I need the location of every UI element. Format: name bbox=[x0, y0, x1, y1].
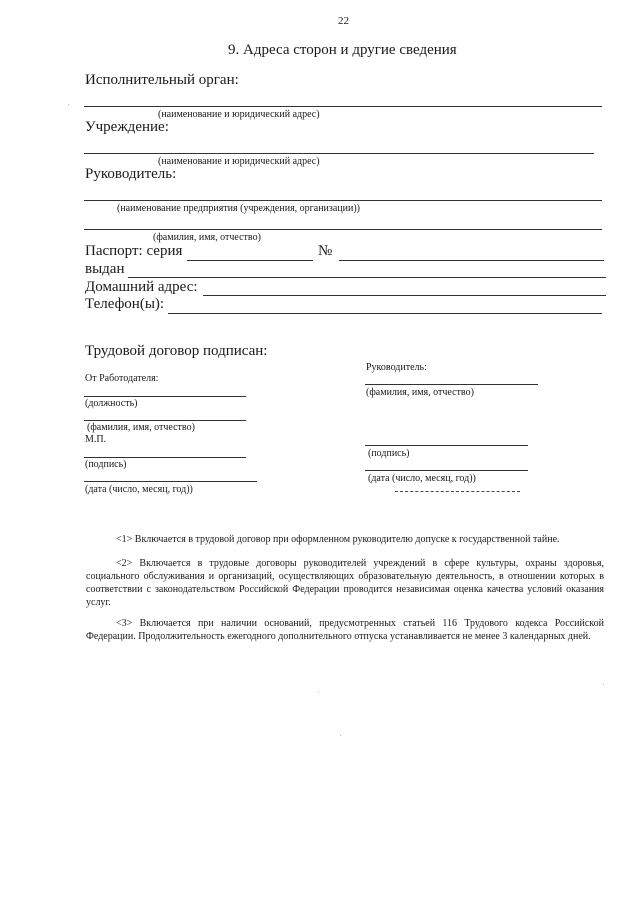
employer-date-line[interactable] bbox=[84, 481, 257, 482]
employer-name-line[interactable] bbox=[84, 420, 246, 421]
manager-name-caption: (фамилия, имя, отчество) bbox=[153, 232, 261, 243]
signed-heading: Трудовой договор подписан: bbox=[85, 343, 268, 359]
phone-label: Телефон(ы): bbox=[85, 296, 165, 312]
executive-body-label: Исполнительный орган: bbox=[85, 72, 239, 88]
passport-series-label: Паспорт: серия bbox=[85, 243, 183, 259]
footnote-2: <2> Включается в трудовые договоры руководителей учреждений в сфере культуры, охраны здоровья, социального обслуживания и организаций, осуществляющих образовательную деятельность, в отношении которых в соответствии с законодательством Российской Федерации проводится независимая оценка качества условий оказания услуг. bbox=[86, 558, 604, 608]
page-number: 22 bbox=[338, 15, 349, 27]
employee-signature-line[interactable] bbox=[365, 445, 528, 446]
passport-issued-line[interactable] bbox=[128, 277, 606, 278]
home-address-line[interactable] bbox=[203, 295, 606, 296]
passport-number-line[interactable] bbox=[339, 260, 604, 261]
employee-signature-caption: (подпись) bbox=[368, 448, 410, 459]
passport-number-sign: № bbox=[318, 243, 333, 259]
institution-label: Учреждение: bbox=[85, 119, 169, 135]
employee-date-caption: (дата (число, месяц, год)) bbox=[368, 473, 476, 484]
manager-label: Руководитель: bbox=[85, 166, 177, 182]
executive-body-caption: (наименование и юридический адрес) bbox=[158, 109, 320, 120]
section-title: 9. Адреса сторон и другие сведения bbox=[228, 42, 457, 58]
employer-position-caption: (должность) bbox=[85, 398, 138, 409]
employer-signature-line[interactable] bbox=[84, 457, 246, 458]
executive-body-line[interactable] bbox=[84, 106, 602, 107]
employee-date-line[interactable] bbox=[365, 470, 528, 471]
scan-dot bbox=[603, 684, 604, 685]
footnote-3: <3> Включается при наличии оснований, предусмотренных статьей 116 Трудового кодекса Российской Федерации. Продолжительность ежегодного дополнительного отпуска устанавливается не менее 3 календарных дней. bbox=[86, 618, 604, 642]
employer-name-caption: (фамилия, имя, отчество) bbox=[87, 422, 195, 433]
employee-name-line[interactable] bbox=[365, 384, 538, 385]
manager-org-line[interactable] bbox=[84, 200, 602, 201]
manager-name-line[interactable] bbox=[84, 229, 602, 230]
passport-series-line[interactable] bbox=[187, 260, 313, 261]
employer-position-line[interactable] bbox=[84, 396, 246, 397]
phone-line[interactable] bbox=[168, 313, 602, 314]
employer-label: От Работодателя: bbox=[85, 373, 159, 384]
scan-dot bbox=[68, 104, 69, 105]
employer-date-caption: (дата (число, месяц, год)) bbox=[85, 484, 193, 495]
employer-stamp: М.П. bbox=[85, 434, 107, 445]
passport-issued-label: выдан bbox=[85, 261, 125, 277]
scan-dot bbox=[340, 735, 341, 736]
employer-signature-caption: (подпись) bbox=[85, 459, 127, 470]
scan-dot bbox=[318, 692, 319, 693]
home-address-label: Домашний адрес: bbox=[85, 279, 198, 295]
employee-name-caption: (фамилия, имя, отчество) bbox=[366, 387, 474, 398]
institution-line[interactable] bbox=[84, 153, 594, 154]
employee-label: Руководитель: bbox=[366, 362, 427, 373]
institution-caption: (наименование и юридический адрес) bbox=[158, 156, 320, 167]
employee-dashed-line bbox=[395, 491, 520, 492]
footnote-1: <1> Включается в трудовой договор при оформленном руководителю допуске к государственной тайне. bbox=[116, 534, 560, 545]
manager-org-caption: (наименование предприятия (учреждения, организации)) bbox=[117, 203, 361, 214]
